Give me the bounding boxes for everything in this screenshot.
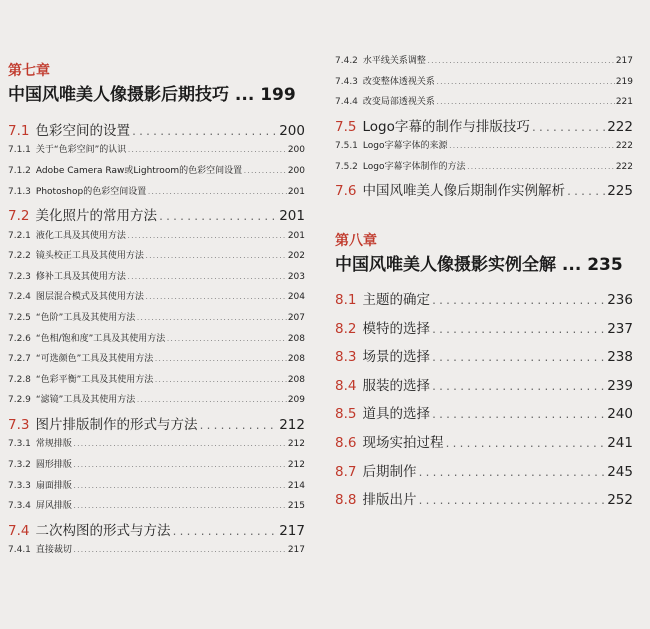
section-title: 排版出片 [362, 492, 417, 509]
leader-dots [136, 396, 287, 405]
leader-dots [431, 324, 606, 337]
toc-section-entry [335, 460, 633, 480]
page-number: 215 [287, 501, 305, 512]
leader-dots [198, 420, 278, 433]
toc-subsection-entry [8, 228, 305, 241]
section-title: 常规排版 [35, 439, 72, 450]
section-title: 改变整体透视关系 [362, 76, 435, 87]
page-number: 222 [615, 141, 633, 152]
toc-section-entry [335, 374, 633, 394]
leader-dots [171, 526, 278, 539]
section-number: 8.7 [335, 463, 357, 480]
page-number: 241 [607, 435, 633, 451]
section-title: 二次构图的形式与方法 [35, 522, 171, 539]
section-number: 8.2 [335, 320, 357, 337]
section-number: 7.1.3 [8, 186, 31, 197]
toc-section-entry [335, 317, 633, 337]
section-title: 水平线关系调整 [362, 56, 426, 66]
section-number: 7.5.1 [335, 141, 358, 152]
section-number: 7.4.4 [335, 97, 358, 108]
toc-section-entry [8, 204, 305, 224]
page-number: 201 [287, 230, 305, 241]
page-number: 201 [287, 186, 305, 197]
section-number: 7.4.1 [8, 545, 31, 556]
section-title: 美化照片的常用方法 [35, 208, 157, 225]
page-number: 221 [615, 97, 633, 108]
section-title: 后期制作 [362, 463, 417, 480]
toc-subsection-entry [335, 138, 633, 151]
leader-dots [73, 461, 287, 470]
toc-subsection-entry [8, 142, 305, 155]
toc-section-entry [8, 119, 305, 139]
section-number: 8.1 [335, 292, 357, 308]
section-number: 8.5 [335, 406, 357, 423]
section-number: 7.2.6 [8, 333, 31, 344]
page-number: 202 [287, 251, 305, 262]
page-number: 200 [279, 123, 305, 139]
leader-dots [136, 314, 287, 323]
page-number: 217 [615, 56, 633, 66]
section-title: 关于“色彩空间”的认识 [35, 145, 127, 156]
section-title: 道具的选择 [362, 406, 430, 423]
toc-subsection-entry [8, 392, 305, 405]
page-number: 225 [607, 183, 633, 200]
section-number: 7.2.2 [8, 251, 31, 262]
section-number: 8.6 [335, 435, 357, 451]
leader-dots [73, 546, 287, 555]
section-title: 屏风排版 [35, 501, 72, 512]
toc-section-entry [335, 115, 633, 135]
section-title: Adobe Camera Raw或Lightroom的色彩空间设置 [35, 166, 243, 176]
page-number: 240 [607, 406, 633, 423]
toc-section-entry [335, 288, 633, 308]
toc-subsection-entry [8, 331, 305, 344]
section-title: “色阶”工具及其使用方法 [35, 313, 136, 323]
page-number: 237 [607, 320, 633, 337]
section-number: 8.8 [335, 492, 357, 509]
section-number: 7.4.3 [335, 76, 358, 87]
leader-dots [431, 381, 606, 394]
leader-dots [127, 232, 287, 241]
page-number: 236 [607, 292, 633, 308]
toc-subsection-entry [8, 269, 305, 282]
leader-dots [449, 142, 615, 151]
section-title: 图层混合模式及其使用方法 [35, 292, 144, 303]
toc-subsection-entry [8, 498, 305, 511]
page-number: 207 [287, 313, 305, 323]
section-title: 直接裁切 [35, 545, 72, 556]
toc-subsection-entry [8, 478, 305, 491]
section-number: 7.3.1 [8, 439, 31, 450]
section-title: 主题的确定 [362, 292, 430, 308]
page-number: 203 [287, 271, 305, 282]
toc-section-entry [335, 402, 633, 422]
section-number: 7.2.9 [8, 395, 31, 406]
section-number: 7.2.5 [8, 313, 31, 323]
section-number: 7.2.7 [8, 354, 31, 365]
page-number: 200 [287, 166, 305, 176]
section-title: “色彩平衡”工具及其使用方法 [35, 374, 154, 385]
section-number: 7.3.3 [8, 480, 31, 491]
section-number: 7.5.2 [335, 161, 358, 172]
toc-subsection-entry [8, 436, 305, 449]
leader-dots [531, 122, 606, 135]
toc-subsection-entry [335, 74, 633, 87]
leader-dots [444, 438, 606, 451]
toc-subsection-entry [8, 457, 305, 470]
leader-dots [431, 352, 606, 365]
page-number: 200 [287, 145, 305, 156]
section-title: 场景的选择 [362, 349, 430, 366]
section-title: 模特的选择 [362, 320, 430, 337]
section-title: “可选颜色”工具及其使用方法 [35, 354, 154, 365]
section-title: 色彩空间的设置 [35, 123, 130, 139]
toc-section-entry [335, 345, 633, 365]
section-number: 7.5 [335, 118, 357, 135]
page-number: 245 [607, 463, 633, 480]
page-number: 204 [287, 292, 305, 303]
leader-dots [127, 146, 287, 155]
toc-subsection-entry [8, 163, 305, 176]
chapter-label: 第八章 [335, 233, 377, 249]
toc-subsection-entry [335, 94, 633, 107]
section-title: 扇面排版 [35, 480, 72, 491]
leader-dots [467, 163, 615, 172]
section-title: Logo字幕字体的来源 [362, 141, 448, 152]
leader-dots [243, 167, 287, 176]
leader-dots [147, 188, 287, 197]
section-number: 8.4 [335, 377, 357, 394]
chapter-title: 中国风唯美人像摄影实例全解 ... 235 [335, 255, 623, 275]
leader-dots [427, 57, 615, 66]
page-number: 214 [287, 480, 305, 491]
page-number: 201 [279, 208, 305, 225]
toc-section-entry [8, 413, 305, 433]
toc-subsection-entry [8, 184, 305, 197]
page-number: 239 [607, 377, 633, 394]
page-number: 217 [287, 545, 305, 556]
section-number: 7.3.4 [8, 501, 31, 512]
section-number: 7.4 [8, 522, 30, 539]
section-number: 7.2.1 [8, 230, 31, 241]
toc-subsection-entry [8, 289, 305, 302]
section-title: 服装的选择 [362, 377, 430, 394]
page-number: 222 [615, 161, 633, 172]
page-number: 212 [287, 460, 305, 470]
page-number: 208 [287, 374, 305, 385]
section-title: 改变局部透视关系 [362, 97, 435, 108]
section-number: 7.2.4 [8, 292, 31, 303]
leader-dots [131, 126, 278, 139]
leader-dots [417, 495, 606, 508]
section-title: “色相/饱和度”工具及其使用方法 [35, 333, 166, 344]
leader-dots [73, 482, 287, 491]
leader-dots [154, 376, 287, 385]
section-title: 图片排版制作的形式与方法 [35, 417, 198, 433]
toc-subsection-entry [335, 159, 633, 172]
section-title: 液化工具及其使用方法 [35, 230, 126, 241]
leader-dots [436, 78, 615, 87]
toc-right-column [325, 0, 650, 629]
section-title: 圆形排版 [35, 460, 72, 470]
toc-subsection-entry [8, 310, 305, 323]
toc-subsection-entry [8, 372, 305, 385]
page-number: 212 [287, 439, 305, 450]
leader-dots [73, 502, 287, 511]
section-title: 镜头校正工具及其使用方法 [35, 251, 144, 262]
section-number: 7.1.2 [8, 166, 31, 176]
page-number: 212 [279, 417, 305, 433]
leader-dots [431, 409, 606, 422]
section-number: 7.6 [335, 183, 357, 200]
leader-dots [145, 252, 287, 261]
toc-subsection-entry [335, 53, 633, 66]
page-number: 252 [607, 492, 633, 509]
leader-dots [436, 98, 615, 107]
leader-dots [566, 186, 606, 199]
page-number: 208 [287, 333, 305, 344]
leader-dots [158, 211, 278, 224]
chapter-label: 第七章 [8, 63, 50, 79]
leader-dots [431, 295, 606, 308]
leader-dots [73, 440, 287, 449]
toc-section-entry [8, 519, 305, 539]
page-number: 208 [287, 354, 305, 365]
section-number: 7.2.8 [8, 374, 31, 385]
section-title: 修补工具及其使用方法 [35, 271, 126, 282]
section-title: Logo字幕字体制作的方法 [362, 161, 466, 172]
page-number: 238 [607, 349, 633, 366]
section-number: 7.4.2 [335, 56, 358, 66]
leader-dots [154, 355, 287, 364]
section-number: 7.1.1 [8, 145, 31, 156]
toc-subsection-entry [8, 542, 305, 555]
toc-section-entry [335, 431, 633, 451]
section-number: 7.2.3 [8, 271, 31, 282]
section-number: 7.2 [8, 208, 30, 225]
page-number: 219 [615, 76, 633, 87]
toc-subsection-entry [8, 248, 305, 261]
section-number: 7.3.2 [8, 460, 31, 470]
section-number: 8.3 [335, 349, 357, 366]
page-number: 209 [287, 395, 305, 406]
section-title: “滤镜”工具及其使用方法 [35, 395, 136, 406]
toc-section-entry [335, 179, 633, 199]
leader-dots [127, 273, 287, 282]
leader-dots [166, 335, 287, 344]
toc-subsection-entry [8, 351, 305, 364]
section-title: Photoshop的色彩空间设置 [35, 186, 147, 197]
section-title: Logo字幕的制作与排版技巧 [362, 118, 530, 135]
section-title: 中国风唯美人像后期制作实例解析 [362, 183, 565, 200]
leader-dots [145, 293, 287, 302]
toc-section-entry [335, 488, 633, 508]
section-number: 7.1 [8, 123, 30, 139]
leader-dots [417, 467, 606, 480]
page-number: 222 [607, 118, 633, 135]
section-number: 7.3 [8, 417, 30, 433]
section-title: 现场实拍过程 [362, 435, 444, 451]
page-number: 217 [279, 522, 305, 539]
chapter-title: 中国风唯美人像摄影后期技巧 ... 199 [8, 85, 296, 105]
